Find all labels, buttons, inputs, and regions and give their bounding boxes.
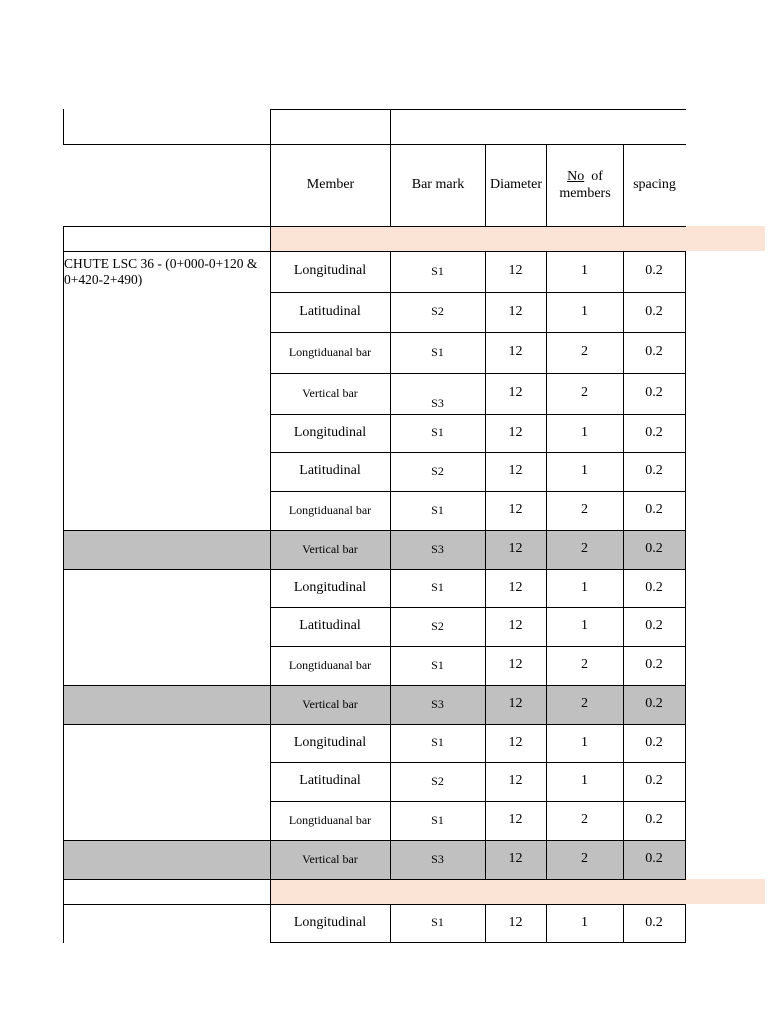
grid-hline — [63, 251, 686, 252]
no-members-cell: 1 — [581, 303, 588, 319]
grid-vline — [390, 904, 391, 943]
grid-vline — [270, 226, 271, 252]
header-spacing: spacing — [633, 177, 676, 193]
header-of-word: of — [591, 169, 603, 185]
bar-mark-cell: S1 — [431, 344, 444, 359]
spacing-cell: 0.2 — [645, 696, 663, 712]
grid-vline — [623, 144, 624, 227]
grid-hline — [270, 646, 686, 647]
grid-vline — [485, 251, 486, 880]
bar-mark-cell: S1 — [431, 502, 444, 517]
no-members-cell: 1 — [581, 579, 588, 595]
diameter-cell: 12 — [508, 502, 523, 518]
separator-band — [270, 226, 765, 251]
grid-hline — [270, 373, 686, 374]
grid-hline — [270, 762, 686, 763]
member-cell: Vertical bar — [302, 385, 358, 400]
member-cell: Longitudinal — [293, 263, 367, 279]
grid-hline — [270, 840, 686, 841]
no-members-cell: 2 — [581, 541, 588, 557]
member-cell: Longitudinal — [293, 914, 367, 930]
grid-hline — [270, 685, 686, 686]
grid-vline — [63, 879, 64, 905]
bar-mark-cell: S2 — [431, 304, 444, 319]
bar-mark-cell: S2 — [431, 618, 444, 633]
grid-vline — [685, 251, 686, 880]
grid-vline — [63, 904, 64, 943]
section-title — [64, 256, 270, 288]
spacing-cell: 0.2 — [645, 263, 663, 279]
bar-mark-cell: S3 — [431, 851, 444, 866]
grid-hline — [63, 569, 271, 570]
bar-mark-cell: S1 — [431, 735, 444, 750]
diameter-cell: 12 — [508, 579, 523, 595]
grid-vline — [390, 251, 391, 880]
grid-vline — [63, 226, 64, 252]
diameter-cell: 12 — [508, 914, 523, 930]
spacing-cell: 0.2 — [645, 344, 663, 360]
no-members-cell: 1 — [581, 914, 588, 930]
grid-hline — [270, 724, 686, 725]
member-cell: Vertical bar — [302, 851, 358, 866]
grid-vline — [546, 251, 547, 880]
grid-vline — [270, 144, 271, 227]
header-no-of-members — [547, 145, 623, 226]
bar-mark-cell: S1 — [431, 580, 444, 595]
member-cell: Latitudinal — [299, 773, 361, 789]
grid-vline — [546, 144, 547, 227]
no-members-cell: 2 — [581, 812, 588, 828]
bar-mark-cell: S3 — [431, 541, 444, 556]
grid-vline — [546, 904, 547, 943]
grid-vline — [63, 251, 64, 880]
spacing-cell: 0.2 — [645, 812, 663, 828]
spacing-cell: 0.2 — [645, 657, 663, 673]
grid-vline — [485, 904, 486, 943]
no-members-cell: 1 — [581, 618, 588, 634]
grid-hline — [63, 226, 686, 227]
no-members-cell: 2 — [581, 657, 588, 673]
no-members-cell: 2 — [581, 696, 588, 712]
spacing-cell: 0.2 — [645, 541, 663, 557]
spacing-cell: 0.2 — [645, 618, 663, 634]
diameter-cell: 12 — [508, 541, 523, 557]
grid-hline — [270, 491, 686, 492]
no-members-cell: 1 — [581, 734, 588, 750]
grid-hline — [270, 292, 686, 293]
member-cell: Latitudinal — [299, 303, 361, 319]
grid-vline — [63, 109, 64, 145]
grid-hline — [63, 144, 686, 145]
spacing-cell: 0.2 — [645, 463, 663, 479]
grid-hline — [63, 840, 271, 841]
diameter-cell: 12 — [508, 812, 523, 828]
grid-vline — [270, 904, 271, 943]
grid-hline — [270, 942, 686, 943]
grid-hline — [270, 569, 686, 570]
spacing-cell: 0.2 — [645, 502, 663, 518]
bar-mark-cell: S1 — [431, 812, 444, 827]
grid-vline — [270, 109, 271, 145]
spacing-cell: 0.2 — [645, 773, 663, 789]
diameter-cell: 12 — [508, 696, 523, 712]
diameter-cell: 12 — [508, 263, 523, 279]
separator-band — [270, 879, 765, 904]
grid-vline — [623, 904, 624, 943]
spacing-cell: 0.2 — [645, 914, 663, 930]
grid-hline — [63, 685, 271, 686]
grid-hline — [270, 452, 686, 453]
diameter-cell: 12 — [508, 773, 523, 789]
spacing-cell: 0.2 — [645, 851, 663, 867]
grid-vline — [685, 904, 686, 943]
member-cell: Vertical bar — [302, 696, 358, 711]
bar-mark-cell: S1 — [431, 915, 444, 930]
diameter-cell: 12 — [508, 734, 523, 750]
grid-hline — [63, 904, 686, 905]
grid-hline — [63, 879, 686, 880]
bar-mark-cell: S3 — [431, 396, 444, 411]
member-cell: Longtiduanal bar — [288, 502, 372, 517]
bar-mark-cell: S2 — [431, 463, 444, 478]
member-cell: Latitudinal — [299, 618, 361, 634]
grid-hline — [270, 332, 686, 333]
header-member: Member — [306, 177, 355, 193]
spacing-cell: 0.2 — [645, 303, 663, 319]
grid-hline — [270, 109, 686, 110]
no-members-cell: 1 — [581, 463, 588, 479]
grid-vline — [270, 251, 271, 880]
spacing-cell: 0.2 — [645, 579, 663, 595]
bar-mark-cell: S2 — [431, 773, 444, 788]
diameter-cell: 12 — [508, 851, 523, 867]
diameter-cell: 12 — [508, 618, 523, 634]
member-cell: Longtiduanal bar — [288, 344, 372, 359]
grid-hline — [270, 414, 686, 415]
grid-vline — [623, 251, 624, 880]
member-cell: Longtiduanal bar — [288, 812, 372, 827]
bar-mark-cell: S3 — [431, 696, 444, 711]
header-diameter: Diameter — [489, 177, 543, 193]
header-no-abbrev: No — [567, 169, 585, 185]
member-cell: Vertical bar — [302, 541, 358, 556]
diameter-cell: 12 — [508, 424, 523, 440]
bar-mark-cell: S1 — [431, 263, 444, 278]
diameter-cell: 12 — [508, 344, 523, 360]
grid-vline — [390, 144, 391, 227]
bar-mark-cell: S1 — [431, 425, 444, 440]
grid-hline — [270, 801, 686, 802]
member-cell: Longitudinal — [293, 734, 367, 750]
grid-hline — [270, 530, 686, 531]
no-members-cell: 2 — [581, 344, 588, 360]
grid-hline — [63, 530, 271, 531]
diameter-cell: 12 — [508, 385, 523, 401]
no-members-cell: 1 — [581, 424, 588, 440]
section-title-line2: 0+420-2+490) — [64, 272, 143, 287]
spacing-cell: 0.2 — [645, 734, 663, 750]
grid-vline — [270, 879, 271, 905]
diameter-cell: 12 — [508, 657, 523, 673]
grid-vline — [390, 109, 391, 145]
spacing-cell: 0.2 — [645, 385, 663, 401]
header-bar-mark: Bar mark — [411, 177, 465, 193]
no-members-cell: 1 — [581, 773, 588, 789]
member-cell: Longitudinal — [293, 424, 367, 440]
member-cell: Longtiduanal bar — [288, 657, 372, 672]
grid-hline — [270, 607, 686, 608]
grid-vline — [485, 144, 486, 227]
grid-hline — [63, 724, 271, 725]
no-members-cell: 1 — [581, 263, 588, 279]
no-members-cell: 2 — [581, 385, 588, 401]
section-title-line1: CHUTE LSC 36 - (0+000-0+120 & — [64, 256, 258, 271]
no-members-cell: 2 — [581, 502, 588, 518]
header-members-word: members — [559, 185, 611, 201]
member-cell: Longitudinal — [293, 579, 367, 595]
bar-mark-cell: S1 — [431, 657, 444, 672]
no-members-cell: 2 — [581, 851, 588, 867]
member-cell: Latitudinal — [299, 463, 361, 479]
diameter-cell: 12 — [508, 303, 523, 319]
diameter-cell: 12 — [508, 463, 523, 479]
spacing-cell: 0.2 — [645, 424, 663, 440]
